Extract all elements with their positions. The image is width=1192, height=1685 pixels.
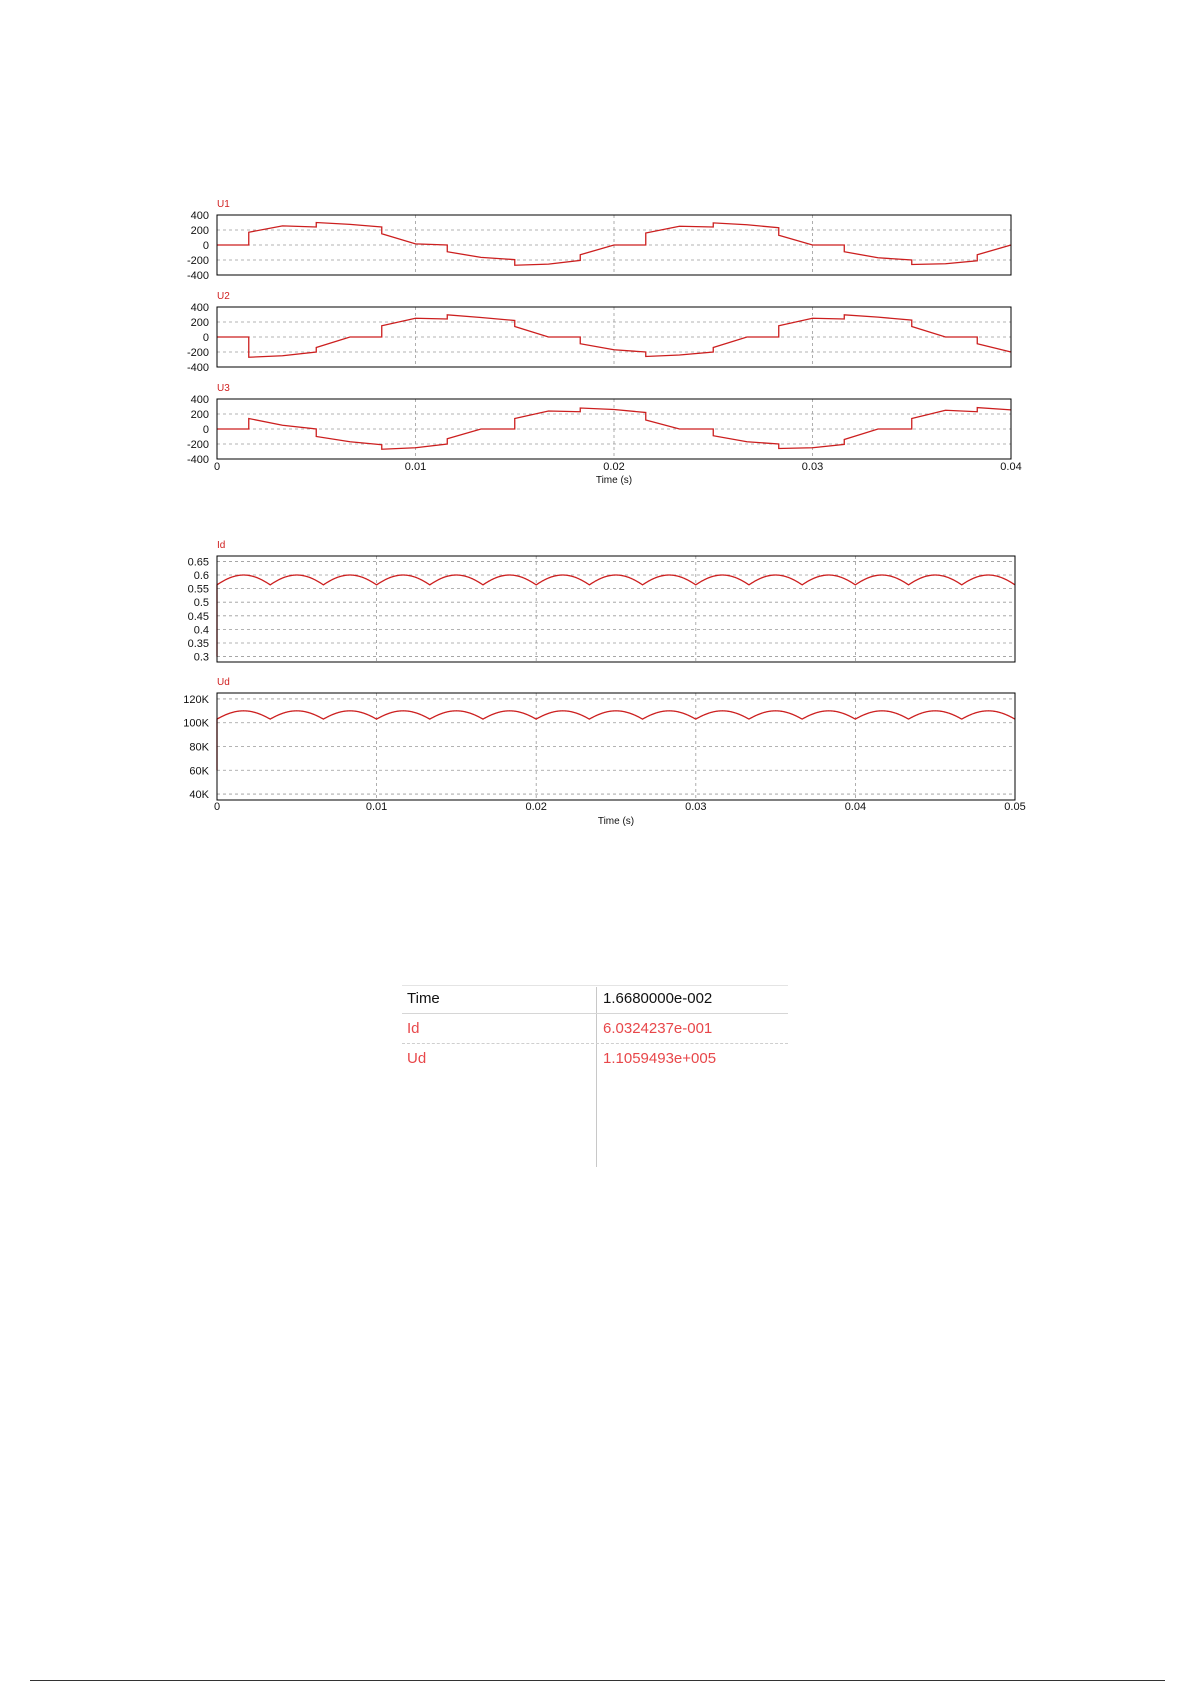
readout-label: Ud <box>407 1050 427 1067</box>
y-tick-label: 0.6 <box>193 570 209 583</box>
readout-value: 1.6680000e-002 <box>603 990 713 1007</box>
readout-row-time <box>402 985 788 1014</box>
x-tick-label: 0.05 <box>1004 801 1026 813</box>
readout-value: 1.1059493e+005 <box>603 1050 717 1067</box>
readout-label: Time <box>407 990 440 1007</box>
y-tick-label: -200 <box>186 255 209 267</box>
y-tick-label: 100K <box>183 717 209 730</box>
readout-column-divider <box>596 987 597 1167</box>
panel-title-id: Id <box>217 540 226 551</box>
x-tick-label: 0 <box>213 801 221 813</box>
series-line-ud <box>217 711 1015 770</box>
x-tick-label: 0.04 <box>844 801 867 813</box>
y-tick-label: 0.45 <box>187 610 209 623</box>
panel-title-ud: Ud <box>217 677 230 688</box>
y-tick-label: 80K <box>189 741 209 754</box>
y-tick-label: -400 <box>186 362 209 374</box>
panel-frame <box>217 556 1015 662</box>
x-tick-label: 0.02 <box>603 461 625 473</box>
y-tick-label: 0.5 <box>193 597 209 610</box>
readout-row-id <box>402 1015 788 1044</box>
y-tick-label: 0.3 <box>193 651 209 664</box>
readout-label: Id <box>407 1020 420 1037</box>
readout-value: 6.0324237e-001 <box>603 1020 713 1037</box>
x-tick-label: 0.02 <box>525 801 547 813</box>
y-tick-label: 0 <box>202 424 209 436</box>
x-tick-label: 0.03 <box>801 461 824 473</box>
y-tick-label: 400 <box>190 394 209 406</box>
y-tick-label: -400 <box>186 454 209 466</box>
readout-row-ud <box>402 1045 788 1073</box>
x-axis-label: Time (s) <box>597 816 635 827</box>
y-tick-label: 0 <box>202 332 209 344</box>
y-tick-label: -400 <box>186 270 209 282</box>
x-tick-label: 0.01 <box>365 801 388 813</box>
y-tick-label: 400 <box>190 302 209 314</box>
y-tick-label: 60K <box>189 765 209 778</box>
y-tick-label: 0.35 <box>187 637 209 650</box>
y-tick-label: 40K <box>189 789 209 802</box>
y-tick-label: 0 <box>202 240 209 252</box>
panel-title-u1: U1 <box>217 199 230 210</box>
y-tick-label: -200 <box>186 347 209 359</box>
y-tick-label: 200 <box>190 317 209 329</box>
x-tick-label: 0.04 <box>1000 461 1022 473</box>
y-tick-label: 0.55 <box>187 583 209 596</box>
x-tick-label: 0.01 <box>404 461 427 473</box>
panel-title-u2: U2 <box>217 291 230 302</box>
y-tick-label: 200 <box>190 225 209 237</box>
y-tick-label: -200 <box>186 439 209 451</box>
y-tick-label: 400 <box>190 210 209 222</box>
y-tick-label: 0.65 <box>187 556 209 569</box>
y-tick-label: 120K <box>183 693 209 706</box>
x-axis-label: Time (s) <box>595 475 633 486</box>
x-tick-label: 0 <box>213 461 221 473</box>
panel-title-u3: U3 <box>217 383 230 394</box>
page-footer-rule <box>30 1680 1165 1681</box>
x-tick-label: 0.03 <box>685 801 707 813</box>
y-tick-label: 0.4 <box>193 624 209 637</box>
y-tick-label: 200 <box>190 409 209 421</box>
cursor-readout-table <box>402 985 788 1170</box>
